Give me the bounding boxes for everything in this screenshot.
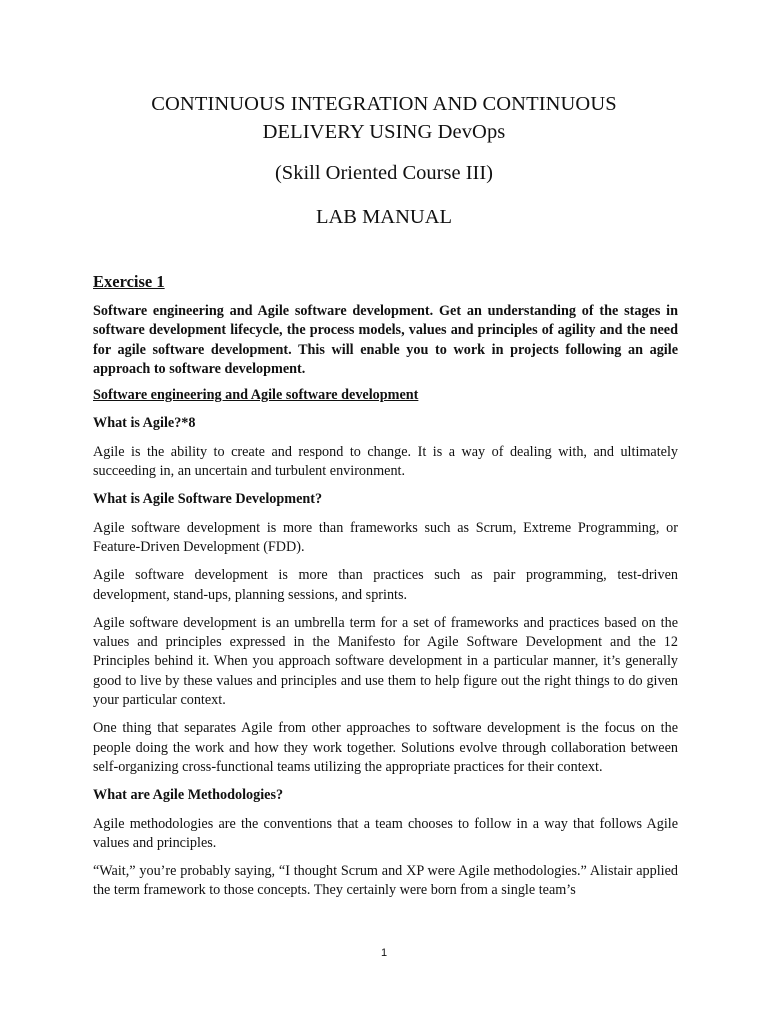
course-subtitle: (Skill Oriented Course III)	[274, 162, 494, 184]
heading-what-is-agile: What is Agile?*8	[93, 415, 196, 432]
lab-manual-title: LAB MANUAL	[315, 206, 453, 228]
exercise-label: Exercise 1	[93, 272, 165, 291]
paragraph: Agile software development is more than practices such as pair programming, test-driven development, stand-ups, planning sessions, and sprints.	[93, 567, 678, 603]
heading-agile-software-development: What is Agile Software Development?	[93, 491, 323, 508]
paragraph: “Wait,” you’re probably saying, “I thought Scrum and XP were Agile methodologies.” Alistair applied the term framework to those concepts. They certainly were born from a single team’s	[93, 863, 678, 899]
paragraph: One thing that separates Agile from other approaches to software development is the focus on the people doing the work and how they work together. Solutions evolve through collaboration between self-organizing cross-functional teams utilizing the appropriate practices for their context.	[93, 720, 678, 775]
exercise-intro: Software engineering and Agile software development. Get an understanding of the stages in software development lifecycle, the process models, values and principles of agility and the need for agile software development. This will enable you to work in projects following an agile approach to software development.	[93, 303, 678, 377]
paragraph: Agile methodologies are the conventions that a team chooses to follow in a way that follows Agile values and principles.	[93, 815, 678, 851]
title-block	[0, 90, 768, 231]
title-line-2: DELIVERY USING DevOps	[262, 121, 506, 143]
page-number: 1	[380, 947, 388, 959]
paragraph: Agile is the ability to create and respond to change. It is a way of dealing with, and ultimately succeeding in, an uncertain and turbulent environment.	[93, 443, 678, 480]
section-title: Software engineering and Agile software development	[93, 387, 419, 404]
document-body	[93, 271, 678, 910]
heading-agile-methodologies: What are Agile Methodologies?	[93, 787, 284, 804]
paragraph: Agile software development is more than frameworks such as Scrum, Extreme Programming, or Feature-Driven Development (FDD).	[93, 519, 678, 555]
title-line-1: CONTINUOUS INTEGRATION AND CONTINUOUS	[151, 93, 617, 115]
paragraph: Agile software development is an umbrella term for a set of frameworks and practices based on the values and principles expressed in the Manifesto for Agile Software Development and the 12 Principles behind it. When you approach software development in a particular manner, it’s generally good to live by these values and principles and use them to help figure out the right things to do given your particular context.	[93, 614, 678, 709]
